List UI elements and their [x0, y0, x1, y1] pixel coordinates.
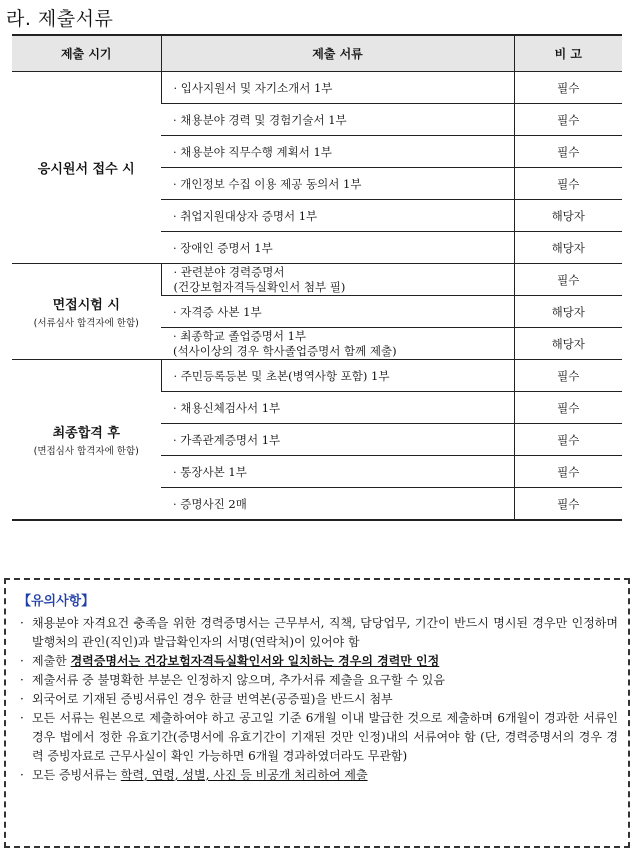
note-cell: 필수 [514, 72, 622, 104]
notice-item: · 외국어로 기재된 증빙서류인 경우 한글 번역본(공증필)을 반드시 첨부 [18, 690, 618, 709]
notice-title: 【유의사항】 [18, 594, 95, 609]
document-line: · 관련분야 경력증명서 [173, 264, 285, 279]
note-cell: 필수 [514, 264, 622, 296]
note-cell: 필수 [514, 168, 622, 200]
table-header-row [12, 35, 622, 72]
note-cell: 해당자 [514, 296, 622, 328]
period-title: 응시원서 접수 시 [37, 162, 135, 177]
header-documents: 제출 서류 [161, 35, 514, 72]
period-title: 최종합격 후 [52, 426, 120, 441]
notice-text: 제출한 [32, 654, 71, 668]
note-cell: 필수 [514, 488, 622, 521]
document-line-detail: (석사이상의 경우 학사졸업증명서 함께 제출) [173, 343, 397, 358]
document-cell: · 채용분야 직무수행 계획서 1부 [161, 136, 514, 168]
notice-item: · 제출서류 중 불명확한 부분은 인정하지 않으며, 추가서류 제출을 요구할 수 있음 [18, 671, 618, 690]
document-cell: · 자격증 사본 1부 [161, 296, 514, 328]
note-cell: 해당자 [514, 232, 622, 264]
header-note: 비 고 [514, 35, 622, 72]
document-cell [161, 264, 514, 296]
document-cell: · 가족관계증명서 1부 [161, 424, 514, 456]
note-cell: 필수 [514, 104, 622, 136]
document-cell: · 입사지원서 및 자기소개서 1부 [161, 72, 514, 104]
section-heading: 라. 제출서류 [6, 8, 114, 30]
document-line-detail: (건강보험자격득실확인서 첨부 필) [173, 279, 346, 294]
document-cell: · 통장사본 1부 [161, 456, 514, 488]
table-row [12, 264, 622, 296]
header-period: 제출 시기 [12, 35, 161, 72]
notice-item: · 채용분야 자격요건 충족을 위한 경력증명서는 근무부서, 직책, 담당업무, 기간이 반드시 명시된 경우만 인정하며 발행처의 관인(직인)과 발급확인자의 서명(연락처)이 있어야 함 [18, 614, 618, 652]
document-cell: · 장애인 증명서 1부 [161, 232, 514, 264]
note-cell: 필수 [514, 424, 622, 456]
document-cell: · 채용분야 경력 및 경험기술서 1부 [161, 104, 514, 136]
document-cell: · 취업지원대상자 증명서 1부 [161, 200, 514, 232]
document-cell: · 주민등록등본 및 초본(병역사항 포함) 1부 [161, 360, 514, 392]
table-row [12, 72, 622, 104]
notice-box [4, 578, 630, 848]
documents-table [12, 34, 622, 521]
note-cell: 필수 [514, 392, 622, 424]
note-cell: 해당자 [514, 328, 622, 360]
document-cell: · 채용신체검사서 1부 [161, 392, 514, 424]
period-subtitle: (면접심사 합격자에 한함) [33, 446, 139, 457]
notice-text: 모든 증빙서류는 [32, 768, 121, 782]
document-cell: · 증명사진 2매 [161, 488, 514, 521]
period-cell [12, 72, 161, 264]
note-cell: 해당자 [514, 200, 622, 232]
notice-item [18, 766, 618, 785]
period-cell [12, 360, 161, 521]
note-cell: 필수 [514, 360, 622, 392]
document-cell [161, 328, 514, 360]
notice-emphasis: 경력증명서는 건강보험자격득실확인서와 일치하는 경우의 경력만 인정 [70, 654, 440, 668]
note-cell: 필수 [514, 136, 622, 168]
table-row [12, 360, 622, 392]
period-cell [12, 264, 161, 360]
notice-underline: 학력, 연령, 성별, 사진 등 비공개 처리하여 제출 [120, 768, 368, 782]
period-subtitle: (서류심사 합격자에 한함) [33, 318, 139, 329]
document-line: · 최종학교 졸업증명서 1부 [173, 328, 307, 343]
notice-item [18, 652, 618, 671]
note-cell: 필수 [514, 456, 622, 488]
document-cell: · 개인정보 수집 이용 제공 동의서 1부 [161, 168, 514, 200]
notice-item: · 모든 서류는 원본으로 제출하여야 하고 공고일 기준 6개월 이내 발급한 것으로 제출하며 6개월이 경과한 서류인 경우 법에서 정한 유효기간(증명서에 유효기간이 기재된 것만 인정)내의 서류여야 함 (단, 경력증명서의 경우 경력 증빙자료로 근무사실이 확인 가능하면 6개월 경과하였더라도 무관함) [18, 709, 618, 766]
period-title: 면접시험 시 [52, 298, 120, 313]
